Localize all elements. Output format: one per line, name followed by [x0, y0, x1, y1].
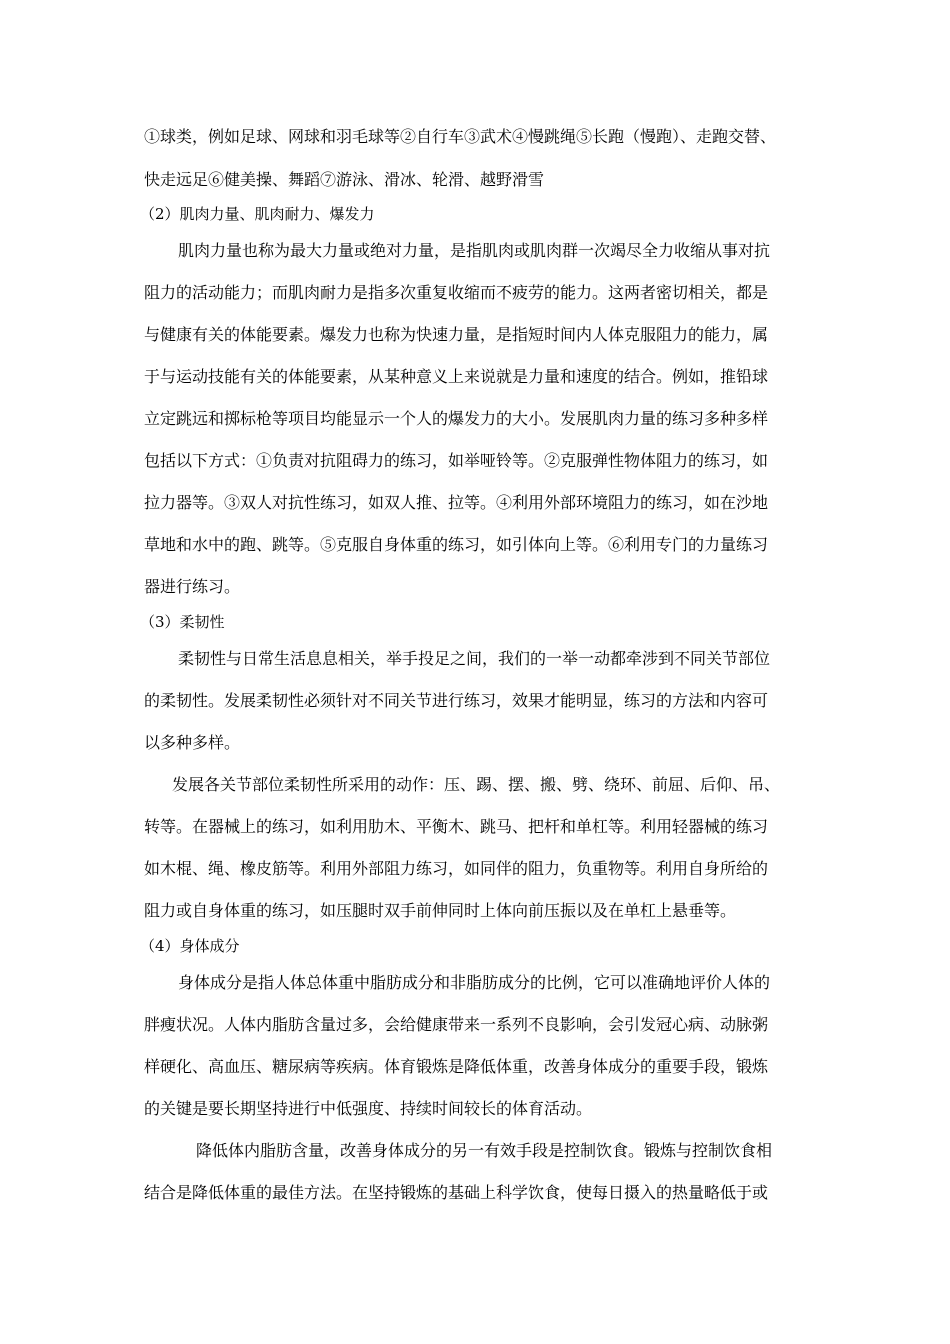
text-line: 发展各关节部位柔韧性所采用的动作：压、踢、摆、搬、劈、绕环、前屈、后仰、吊、	[172, 775, 781, 794]
text-line: 的柔韧性。发展柔韧性必须针对不同关节进行练习，效果才能明显，练习的方法和内容可	[144, 691, 769, 710]
text-line: 如木棍、绳、橡皮筋等。利用外部阻力练习，如同伴的阻力，负重物等。利用自身所给的	[144, 859, 769, 878]
text-line: 结合是降低体重的最佳方法。在坚持锻炼的基础上科学饮食，使每日摄入的热量略低于或	[144, 1183, 769, 1202]
text-line: 草地和水中的跑、跳等。⑤克服自身体重的练习，如引体向上等。⑥利用专门的力量练习	[144, 535, 769, 554]
text-line: 拉力器等。③双人对抗性练习，如双人推、拉等。④利用外部环境阻力的练习，如在沙地	[144, 493, 769, 512]
text-line: 柔韧性与日常生活息息相关，举手投足之间，我们的一举一动都牵涉到不同关节部位	[178, 649, 771, 668]
text-line: 阻力的活动能力；而肌肉耐力是指多次重复收缩而不疲劳的能力。这两者密切相关，都是	[144, 283, 769, 302]
text-line: 肌肉力量也称为最大力量或绝对力量，是指肌肉或肌肉群一次竭尽全力收缩从事对抗	[178, 241, 771, 260]
text-line: 以多种多样。	[144, 733, 241, 752]
section-heading: （3）柔韧性	[140, 613, 225, 631]
section-heading: （2）肌肉力量、肌肉耐力、爆发力	[140, 205, 375, 223]
text-line: 包括以下方式：①负责对抗阻碍力的练习，如举哑铃等。②克服弹性物体阻力的练习，如	[144, 451, 769, 470]
section-heading: （4）身体成分	[140, 937, 240, 955]
text-line: 胖瘦状况。人体内脂肪含量过多，会给健康带来一系列不良影响，会引发冠心病、动脉粥	[144, 1015, 769, 1034]
text-line: 与健康有关的体能要素。爆发力也称为快速力量，是指短时间内人体克服阻力的能力，属	[144, 325, 769, 344]
text-line: 的关键是要长期坚持进行中低强度、持续时间较长的体育活动。	[144, 1099, 593, 1118]
text-line: 样硬化、高血压、糖尿病等疾病。体育锻炼是降低体重，改善身体成分的重要手段，锻炼	[144, 1057, 769, 1076]
text-line: 于与运动技能有关的体能要素，从某种意义上来说就是力量和速度的结合。例如，推铅球	[144, 367, 769, 386]
text-line: 转等。在器械上的练习，如利用肋木、平衡木、跳马、把杆和单杠等。利用轻器械的练习	[144, 817, 769, 836]
text-line: ①球类，例如足球、网球和羽毛球等②自行车③武术④慢跳绳⑤长跑（慢跑）、走跑交替、	[144, 127, 777, 146]
text-line: 器进行练习。	[144, 577, 241, 596]
text-line: 快走远足⑥健美操、舞蹈⑦游泳、滑冰、轮滑、越野滑雪	[144, 170, 545, 189]
text-line: 立定跳远和掷标枪等项目均能显示一个人的爆发力的大小。发展肌肉力量的练习多种多样	[144, 409, 769, 428]
text-line: 阻力或自身体重的练习，如压腿时双手前伸同时上体向前压振以及在单杠上悬垂等。	[144, 901, 737, 920]
text-line: 身体成分是指人体总体重中脂肪成分和非脂肪成分的比例，它可以准确地评价人体的	[178, 973, 771, 992]
text-line: 降低体内脂肪含量，改善身体成分的另一有效手段是控制饮食。锻炼与控制饮食相	[196, 1141, 773, 1160]
